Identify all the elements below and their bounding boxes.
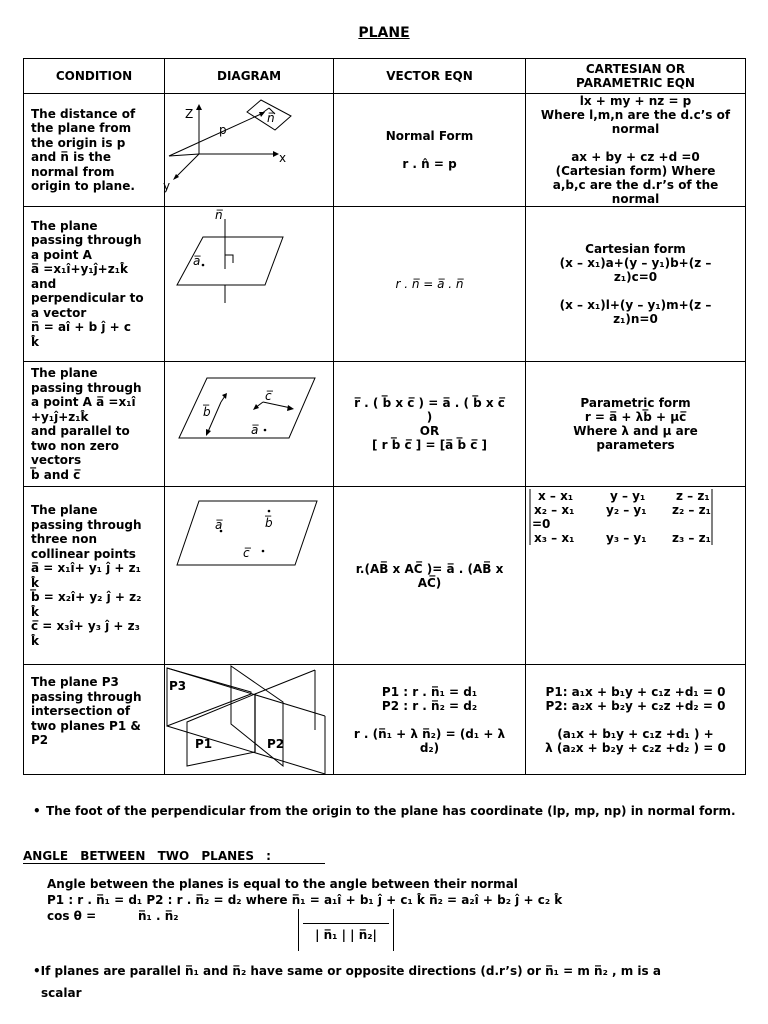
parallel-note bbox=[33, 960, 745, 1004]
cartesian-line: a,b,c are the d.r’s of the bbox=[552, 178, 719, 192]
condition-line: P2 bbox=[31, 733, 49, 747]
condition-line: The distance of bbox=[31, 106, 136, 121]
table-row bbox=[24, 665, 746, 775]
cartesian-line: Where l,m,n are the d.c’s of bbox=[540, 108, 731, 122]
angle-heading: ANGLE BETWEEN TWO PLANES : bbox=[23, 849, 325, 864]
parallel-note-text: If planes are parallel n̅₁ and n̅₂ have same or opposite directions (d.r’s) or n̅₁ = m n̅₂ , m is a bbox=[40, 964, 661, 978]
cos-label: cos θ = bbox=[47, 909, 97, 923]
z-axis-label: Z bbox=[185, 107, 194, 121]
condition-line: collinear points bbox=[31, 546, 136, 561]
header-vector: VECTOR EQN bbox=[334, 59, 526, 94]
n-vector-label: n̅ bbox=[267, 111, 275, 125]
table-header-row bbox=[24, 59, 746, 94]
condition-line: a̅ = x₁î+ y₁ ĵ + z₁ bbox=[31, 561, 141, 575]
vector-line: r . (n̅₁ + λ n̅₂) = (d₁ + λ bbox=[353, 726, 506, 741]
cartesian-line: (Cartesian form) Where bbox=[555, 164, 716, 178]
cartesian-line: (x – x₁)a+(y – y₁)b+(z – bbox=[559, 256, 712, 270]
condition-line: passing through bbox=[31, 689, 142, 704]
condition-cell bbox=[24, 362, 165, 487]
condition-cell bbox=[24, 94, 165, 207]
condition-line: vectors bbox=[31, 453, 82, 467]
det-cell: x – x₁ bbox=[538, 489, 574, 503]
condition-line: a vector bbox=[31, 305, 87, 320]
three-points-diagram bbox=[165, 487, 333, 577]
vector-line: [ r b̅ c̅ ] = [a̅ b̅ c̅ ] bbox=[371, 438, 487, 452]
condition-line: b̅ and c̅ bbox=[31, 467, 81, 482]
note-text: The foot of the perpendicular from the origin to the plane has coordinate (lp, mp, np) in normal form. bbox=[46, 804, 736, 818]
condition-line: perpendicular to bbox=[31, 291, 144, 306]
vector-cell bbox=[334, 94, 526, 207]
cartesian-line: Parametric form bbox=[580, 396, 691, 410]
condition-line: a̅ =x₁î+y₁ĵ+z₁k̂ bbox=[31, 262, 128, 277]
vector-line: r̅ . ( b̅ x c̅ ) = a̅ . ( b̅ x c̅ bbox=[354, 396, 505, 410]
det-cell: y – y₁ bbox=[610, 489, 646, 503]
cartesian-line: λ (a₂x + b₂y + c₂z +d₂ ) = 0 bbox=[545, 740, 726, 755]
vector-cell bbox=[334, 665, 526, 775]
header-cartesian-line2: PARAMETRIC EQN bbox=[576, 76, 695, 90]
b-point-label: b̅ bbox=[265, 516, 273, 530]
foot-perpendicular-note bbox=[33, 803, 745, 819]
condition-line: and bbox=[31, 276, 57, 291]
cartesian-line: normal bbox=[611, 192, 660, 206]
diagram-cell bbox=[165, 94, 334, 207]
table-row bbox=[24, 487, 746, 665]
diagram-cell bbox=[165, 362, 334, 487]
parallel-note-cont: scalar bbox=[41, 986, 82, 1000]
condition-line: the origin is p bbox=[31, 135, 126, 150]
cartesian-line: normal bbox=[611, 122, 660, 136]
condition-line: passing through bbox=[31, 233, 142, 248]
cartesian-cell bbox=[526, 207, 746, 362]
det-cell: x₂ – x₁ bbox=[534, 503, 575, 517]
page-title: PLANE bbox=[358, 25, 410, 41]
angle-line-1: Angle between the planes is equal to the angle between their normal bbox=[47, 877, 518, 891]
condition-line: a point A bbox=[31, 247, 92, 262]
cartesian-line: P1: a₁x + b₁y + c₁z +d₁ = 0 bbox=[545, 684, 726, 699]
cos-denominator-box bbox=[298, 909, 394, 951]
condition-line: passing through bbox=[31, 517, 142, 532]
vector-line: Normal Form bbox=[385, 129, 474, 143]
condition-line: the plane from bbox=[31, 121, 132, 135]
p1-label: P1 bbox=[195, 736, 213, 751]
vector-line: P1 : r . n̅₁ = d₁ bbox=[381, 684, 478, 699]
p2-label: P2 bbox=[267, 736, 285, 751]
condition-line: k̂ bbox=[31, 604, 39, 619]
det-cell: y₃ – y₁ bbox=[606, 531, 647, 545]
a-point-label: a̅ bbox=[251, 423, 259, 437]
bullet-icon: • bbox=[33, 964, 41, 978]
a-point-label: a̅ bbox=[193, 254, 201, 268]
condition-line: The plane bbox=[31, 503, 98, 517]
vector-line: P2 : r . n̅₂ = d₂ bbox=[381, 698, 478, 713]
table-row bbox=[24, 362, 746, 487]
vector-line: ) bbox=[426, 410, 433, 424]
cartesian-line: (a₁x + b₁y + c₁z +d₁ ) + bbox=[557, 726, 714, 741]
intersecting-planes-diagram bbox=[165, 666, 333, 774]
cartesian-line: Cartesian form bbox=[585, 242, 686, 256]
a-point-label: a̅ bbox=[215, 518, 223, 532]
distance-diagram bbox=[165, 94, 333, 206]
angle-line-2: P1 : r . n̅₁ = d₁ P2 : r . n̅₂ = d₂ where n̅₁ = a₁î + b₁ ĵ + c₁ k̂ n̅₂ = a₂î + b₂ ĵ + c₂ k̂ bbox=[47, 893, 563, 907]
condition-line: k̂ bbox=[31, 575, 39, 590]
condition-line: k̂ bbox=[31, 633, 39, 648]
n-vector-label: n̅ bbox=[215, 208, 223, 222]
table-row bbox=[24, 207, 746, 362]
condition-line: two non zero bbox=[31, 438, 120, 453]
vector-line: d₂) bbox=[419, 740, 440, 755]
cartesian-line: (x – x₁)l+(y – y₁)m+(z – bbox=[559, 298, 712, 312]
condition-line: k̂ bbox=[31, 334, 39, 349]
condition-line: n̅ = aî + b ĵ + c bbox=[31, 320, 131, 335]
condition-cell bbox=[24, 487, 165, 665]
condition-line: and parallel to bbox=[31, 424, 130, 438]
condition-line: intersection of bbox=[31, 704, 131, 718]
fraction-line bbox=[303, 923, 389, 924]
bullet-icon: • bbox=[33, 804, 41, 818]
condition-line: a point A a̅ =x₁î bbox=[31, 395, 136, 409]
condition-line: and n̅ is the bbox=[31, 150, 111, 164]
cartesian-line: lx + my + nz = p bbox=[579, 94, 692, 108]
det-cell: y₂ – y₁ bbox=[606, 503, 647, 517]
det-cell: z₂ – z₁ bbox=[672, 503, 711, 517]
cartesian-cell bbox=[526, 665, 746, 775]
parallel-vectors-diagram bbox=[165, 362, 333, 486]
condition-line: c̅ = x₃î+ y₃ ĵ + z₃ bbox=[31, 619, 140, 633]
vector-line: r.(AB̅ x AC̅ )= a̅ . (AB̅ x bbox=[355, 561, 504, 576]
vector-line: OR bbox=[419, 424, 440, 438]
cos-denominator: | n̅₁ | | n̅₂| bbox=[315, 928, 377, 942]
cartesian-cell bbox=[526, 487, 746, 665]
det-cell: z – z₁ bbox=[676, 489, 710, 503]
header-cartesian bbox=[526, 59, 746, 94]
p-label: p bbox=[219, 123, 227, 137]
vector-line: r . n̂ = p bbox=[402, 157, 457, 171]
condition-line: b̅ = x₂î+ y₂ ĵ + z₂ bbox=[31, 590, 142, 604]
table-row bbox=[24, 94, 746, 207]
condition-line: two planes P1 & bbox=[31, 718, 141, 733]
y-axis-label: y bbox=[163, 179, 171, 193]
diagram-cell bbox=[165, 487, 334, 665]
condition-cell bbox=[24, 207, 165, 362]
b-vector-label: b̅ bbox=[203, 405, 211, 419]
condition-line: normal from bbox=[31, 164, 115, 179]
p3-label: P3 bbox=[169, 678, 187, 693]
condition-line: three non bbox=[31, 532, 97, 546]
condition-line: The plane bbox=[31, 218, 98, 233]
cartesian-line: z₁)c=0 bbox=[613, 270, 658, 284]
condition-line: origin to plane. bbox=[31, 179, 135, 193]
condition-line: +y₁ĵ+z₁k̂ bbox=[31, 409, 89, 424]
det-cell: x₃ – x₁ bbox=[534, 531, 575, 545]
header-cartesian-line1: CARTESIAN OR bbox=[585, 62, 686, 76]
header-diagram: DIAGRAM bbox=[165, 59, 334, 94]
cartesian-line: Where λ and μ are bbox=[573, 424, 698, 438]
det-cell: z₃ – z₁ bbox=[672, 531, 711, 545]
vector-cell bbox=[334, 362, 526, 487]
c-vector-label: c̅ bbox=[265, 389, 272, 403]
perpendicular-plane-diagram bbox=[165, 207, 333, 361]
vector-line: AC̅) bbox=[417, 575, 442, 590]
cartesian-line: P2: a₂x + b₂y + c₂z +d₂ = 0 bbox=[545, 698, 726, 713]
condition-line: The plane P3 bbox=[31, 675, 119, 689]
plane-table bbox=[23, 58, 746, 775]
x-axis-label: x bbox=[279, 151, 287, 165]
cartesian-line: z₁)n=0 bbox=[613, 312, 658, 326]
cartesian-line: r = a̅ + λb̅ + μc̅ bbox=[584, 410, 687, 424]
condition-cell bbox=[24, 665, 165, 775]
condition-line: The plane bbox=[31, 366, 98, 380]
c-point-label: c̅ bbox=[243, 546, 250, 560]
det-equals: =0 bbox=[532, 517, 551, 531]
header-condition: CONDITION bbox=[24, 59, 165, 94]
diagram-cell bbox=[165, 207, 334, 362]
cartesian-line: ax + by + cz +d =0 bbox=[571, 150, 700, 164]
cartesian-cell bbox=[526, 362, 746, 487]
cartesian-cell bbox=[526, 94, 746, 207]
cartesian-line: parameters bbox=[596, 438, 675, 452]
diagram-cell bbox=[165, 665, 334, 775]
vector-cell bbox=[334, 487, 526, 665]
vector-line: r . n̅ = a̅ . n̅ bbox=[395, 277, 464, 291]
cos-numerator: n̅₁ . n̅₂ bbox=[138, 909, 179, 923]
vector-cell bbox=[334, 207, 526, 362]
condition-line: passing through bbox=[31, 380, 142, 395]
